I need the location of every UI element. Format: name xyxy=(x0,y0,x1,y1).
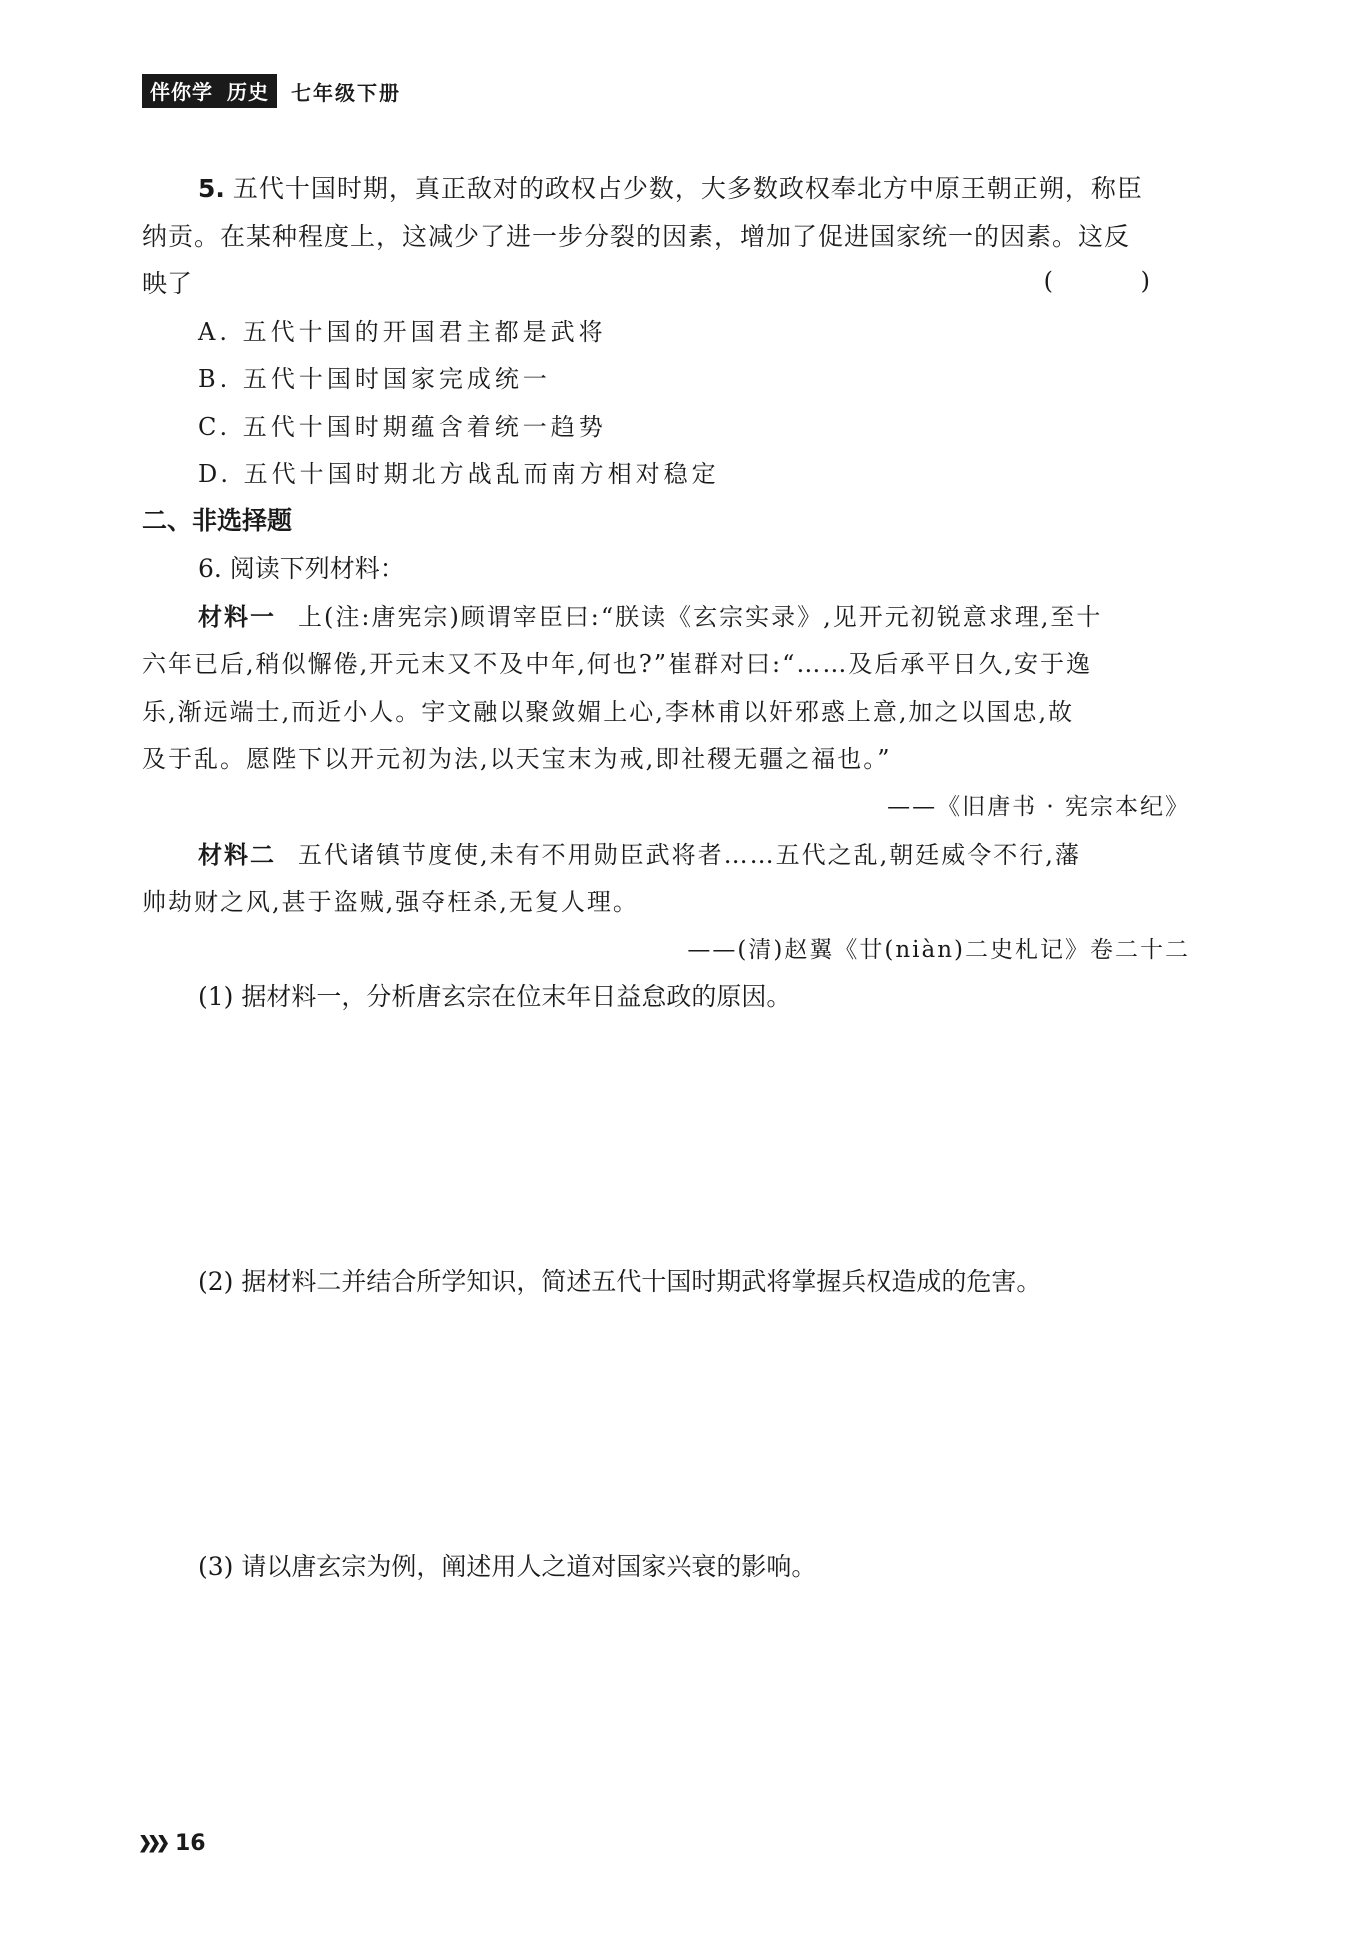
q6-sub2: (2) 据材料二并结合所学知识，简述五代十国时期武将掌握兵权造成的危害。 xyxy=(198,1267,1042,1296)
q5-option-d: D. 五代十国时期北方战乱而南方相对稳定 xyxy=(198,460,720,488)
material2-source: ——(清)赵翼《廿(niàn)二史札记》卷二十二 xyxy=(687,937,1190,963)
triple-chevron-right-icon xyxy=(140,1835,167,1853)
q5-stem-line3: 映了 xyxy=(142,269,193,298)
material1-line1 xyxy=(198,600,1102,634)
material2-line1 xyxy=(198,838,1081,872)
q5-option-a: A. 五代十国的开国君主都是武将 xyxy=(198,318,607,346)
page-number: 16 xyxy=(175,1831,206,1856)
q5-option-b: B. 五代十国时国家完成统一 xyxy=(198,365,551,393)
brand-logo xyxy=(142,74,277,108)
q5-stem-line2: 纳贡。在某种程度上，这减少了进一步分裂的因素，增加了促进国家统一的因素。这反 xyxy=(142,222,1131,251)
page-header xyxy=(142,76,401,106)
material1-label: 材料一 xyxy=(198,603,276,631)
material2-line2: 帅劫财之风,甚于盗贼,强夺枉杀,无复人理。 xyxy=(142,888,639,916)
material2-label: 材料二 xyxy=(198,841,276,869)
material1-text1: 上(注:唐宪宗)顾谓宰臣曰:“朕读《玄宗实录》,见开元初锐意求理,至十 xyxy=(298,603,1103,631)
grade-label: 七年级下册 xyxy=(291,80,401,105)
section-title: 二、非选择题 xyxy=(142,506,293,535)
q5-stem-line1 xyxy=(198,172,1143,206)
q6-intro: 6. 阅读下列材料： xyxy=(198,554,405,583)
q6-sub3: (3) 请以唐玄宗为例，阐述用人之道对国家兴衰的影响。 xyxy=(198,1552,817,1581)
material2-text1: 五代诸镇节度使,未有不用勋臣武将者……五代之乱,朝廷威令不行,藩 xyxy=(298,841,1081,869)
page-footer xyxy=(140,1831,206,1856)
brand-name: 伴你学 xyxy=(150,80,213,104)
q6-sub1: (1) 据材料一，分析唐玄宗在位末年日益怠政的原因。 xyxy=(198,982,792,1011)
material1-line2: 六年已后,稍似懈倦,开元末又不及中年,何也?”崔群对曰:“……及后承平日久,安于逸 xyxy=(142,650,1093,678)
material1-line4: 及于乱。愿陛下以开元初为法,以天宝末为戒,即社稷无疆之福也。” xyxy=(142,745,892,773)
q5-answer-blank[interactable]: ( ) xyxy=(1043,267,1190,295)
material1-source: ——《旧唐书 · 宪宗本纪》 xyxy=(887,794,1190,820)
q5-stem-text1: 五代十国时期，真正敌对的政权占少数，大多数政权奉北方中原王朝正朔，称臣 xyxy=(232,174,1143,203)
material1-line3: 乐,渐远端士,而近小人。宇文融以聚敛媚上心,李林甫以奸邪惑上意,加之以国忠,故 xyxy=(142,698,1075,726)
q5-option-c: C. 五代十国时期蕴含着统一趋势 xyxy=(198,413,607,441)
subject-name: 历史 xyxy=(227,80,269,104)
q5-number: 5. xyxy=(198,174,225,203)
